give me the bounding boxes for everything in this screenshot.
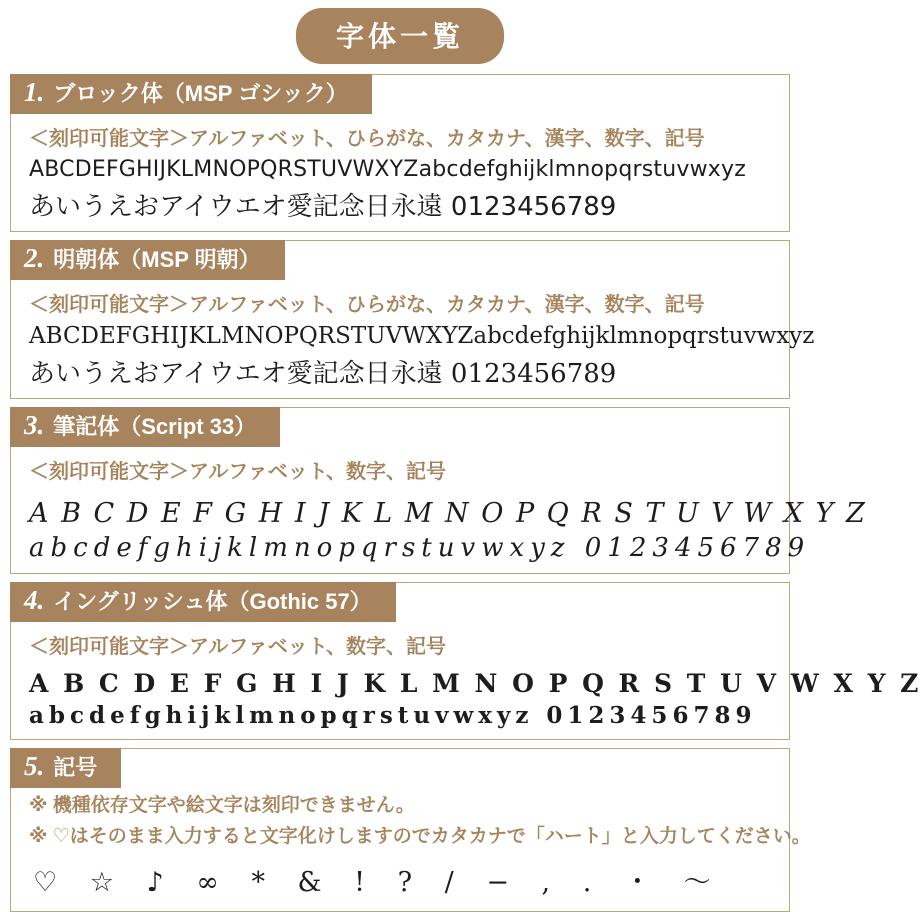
section-script-style: [10, 407, 867, 574]
sample-japanese-digits: あいうえおアイウエオ愛記念日永遠 0123456789: [29, 192, 617, 222]
engravable-chars-caption: ＜刻印可能文字＞アルファベット、ひらがな、カタカナ、漢字、数字、記号: [29, 128, 705, 150]
section-symbols-header: [10, 748, 121, 788]
section-number: 1.: [24, 77, 45, 107]
sample-lowercase-script-digits: abcdefghijklmnopqrstuvwxyz 0123456789: [29, 533, 811, 563]
symbols-note-emoji: ※ 機種依存文字や絵文字は刻印できません。: [29, 795, 415, 816]
section-name: 明朝体（MSP 明朝）: [53, 247, 261, 272]
symbols-note-heart: ※ ♡はそのまま入力すると文字化けしますのでカタカナで「ハート」と入力してください。: [29, 826, 811, 847]
section-number: 4.: [24, 585, 45, 615]
section-script-header: [10, 407, 280, 447]
engravable-chars-caption: ＜刻印可能文字＞アルファベット、ひらがな、カタカナ、漢字、数字、記号: [29, 294, 705, 316]
engravable-chars-caption: ＜刻印可能文字＞アルファベット、数字、記号: [29, 636, 446, 658]
section-name: 記号: [53, 755, 98, 780]
sample-latin-alphabet: ABCDEFGHIJKLMNOPQRSTUVWXYZabcdefghijklmnopqrstuvwxyz: [29, 323, 815, 349]
engravable-chars-caption: ＜刻印可能文字＞アルファベット、数字、記号: [29, 461, 446, 483]
sample-lowercase-blackletter-digits: abcdefghijklmnopqrstuvwxyz 0123456789: [29, 702, 757, 729]
section-symbols: [10, 748, 811, 912]
sample-uppercase-blackletter: A B C D E F G H I J K L M N O P Q R S T U V W X Y Z: [29, 669, 921, 698]
page-title: 字体一覧: [296, 8, 504, 64]
available-symbols-row: ♡ ☆ ♪ ∞ * & ! ? / − , . ・ ～: [33, 867, 723, 898]
sample-japanese-digits: あいうえおアイウエオ愛記念日永遠 0123456789: [29, 359, 617, 389]
section-name: イングリッシュ体（Gothic 57）: [53, 589, 372, 614]
section-english-header: [10, 582, 396, 622]
section-english-style: [10, 582, 921, 740]
sample-latin-alphabet: ABCDEFGHIJKLMNOPQRSTUVWXYZabcdefghijklmnopqrstuvwxyz: [29, 157, 746, 182]
section-number: 5.: [24, 751, 45, 781]
section-number: 2.: [24, 243, 45, 273]
section-block-style: [10, 74, 790, 232]
section-mincho-style: [10, 240, 815, 399]
section-name: 筆記体（Script 33）: [53, 414, 257, 439]
section-name: ブロック体（MSP ゴシック）: [53, 81, 348, 106]
section-mincho-header: [10, 240, 285, 280]
section-block-header: [10, 74, 372, 114]
sample-uppercase-script: A B C D E F G H I J K L M N O P Q R S T U V W X Y Z: [29, 498, 867, 529]
section-number: 3.: [24, 410, 45, 440]
